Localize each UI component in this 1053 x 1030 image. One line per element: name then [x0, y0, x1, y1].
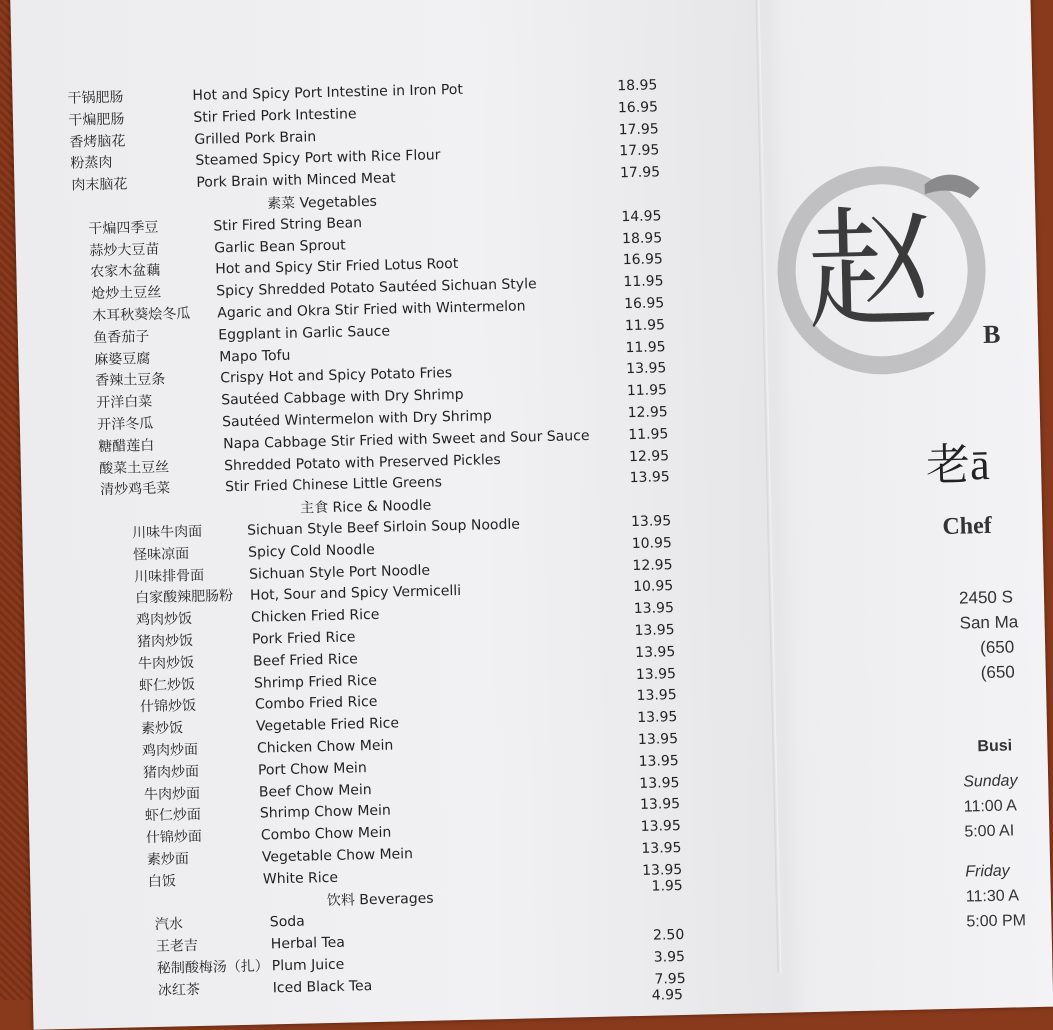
item-chinese-name: 干煸四季豆: [88, 217, 158, 239]
item-price: 13.95: [616, 685, 676, 706]
section-heading: 饮料 Beverages: [327, 887, 434, 909]
menu-paper: [10, 0, 1053, 1030]
item-english-name: Chicken Fried Rice: [251, 605, 380, 628]
item-english-name: Grilled Pork Brain: [194, 127, 316, 150]
item-price: 10.95: [612, 533, 672, 554]
item-english-name: Port Chow Mein: [258, 758, 367, 780]
section-heading: 主食 Rice & Noodle: [300, 495, 432, 518]
item-english-name: Agaric and Okra Stir Fried with Wintermelon: [217, 296, 526, 323]
item-price: 12.95: [609, 446, 669, 467]
item-chinese-name: 什锦炒面: [146, 827, 202, 848]
phone-1: (650: [980, 637, 1014, 658]
item-chinese-name: 鸡肉炒饭: [136, 609, 192, 630]
item-chinese-name: 牛肉炒饭: [138, 653, 194, 674]
item-english-name: Garlic Bean Sprout: [214, 235, 346, 258]
item-price: 10.95: [613, 577, 673, 598]
item-chinese-name: 冰红茶: [158, 980, 200, 1001]
item-price: 12.95: [607, 402, 667, 423]
item-price: 17.95: [598, 119, 658, 140]
item-price: 13.95: [621, 838, 681, 859]
item-english-name: Eggplant in Garlic Sauce: [218, 321, 390, 345]
item-price: 18.95: [602, 228, 662, 249]
item-price: 13.95: [614, 598, 674, 619]
item-chinese-name: 糖醋莲白: [98, 436, 154, 457]
item-price: 13.95: [620, 794, 680, 815]
item-price: 11.95: [603, 271, 663, 292]
item-chinese-name: 王老吉: [156, 936, 198, 957]
item-english-name: Shredded Potato with Preserved Pickles: [224, 450, 501, 476]
item-english-name: Steamed Spicy Port with Rice Flour: [195, 146, 441, 172]
item-english-name: Iced Black Tea: [273, 976, 373, 998]
item-english-name: Combo Chow Mein: [261, 823, 392, 846]
item-english-name: Hot and Spicy Stir Fried Lotus Root: [215, 254, 458, 280]
item-chinese-name: 白家酸辣肥肠粉: [135, 586, 233, 608]
item-chinese-name: 香辣土豆条: [95, 370, 165, 392]
item-price: 14.95: [601, 206, 661, 227]
item-chinese-name: 秘制酸梅汤（扎）: [157, 956, 269, 979]
item-english-name: Napa Cabbage Stir Fried with Sweet and Sour Sauce: [223, 426, 590, 454]
item-english-name: Stir Fired String Bean: [213, 213, 362, 236]
item-price: 11.95: [605, 315, 665, 336]
item-chinese-name: 猪肉炒饭: [137, 631, 193, 652]
item-english-name: Crispy Hot and Spicy Potato Fries: [220, 363, 452, 388]
item-english-name: Hot and Spicy Port Intestine in Iron Pot: [192, 80, 463, 106]
item-english-name: Chicken Chow Mein: [257, 736, 394, 759]
chef-title: Chef: [942, 513, 992, 541]
item-price: 2.50: [624, 925, 684, 946]
item-price: 13.95: [619, 751, 679, 772]
item-english-name: Spicy Cold Noodle: [248, 540, 375, 563]
sunday-hours-1: 11:00 A: [964, 797, 1017, 816]
item-chinese-name: 炝炒土豆丝: [91, 283, 161, 305]
item-price: 13.95: [610, 468, 670, 489]
item-english-name: Mapo Tofu: [219, 345, 291, 367]
item-price: 3.95: [625, 947, 685, 968]
item-price: 7.95: [625, 969, 685, 990]
item-price: 11.95: [608, 424, 668, 445]
item-price: 13.95: [619, 773, 679, 794]
item-chinese-name: 开洋冬瓜: [97, 414, 153, 435]
item-chinese-name: 川味牛肉面: [132, 522, 202, 544]
item-chinese-name: 川味排骨面: [134, 565, 204, 587]
item-english-name: Sautéed Wintermelon with Dry Shrimp: [222, 406, 492, 432]
white-rice-price: 1.95: [623, 876, 683, 897]
item-chinese-name: 干锅肥肠: [67, 87, 123, 108]
item-chinese-name: 什锦炒饭: [140, 696, 196, 717]
address-line-1: 2450 S: [959, 587, 1013, 608]
item-english-name: Sautéed Cabbage with Dry Shrimp: [221, 385, 464, 410]
item-english-name: Shrimp Fried Rice: [254, 670, 377, 693]
item-chinese-name: 农家木盆藕: [90, 261, 160, 283]
item-price: 11.95: [605, 337, 665, 358]
business-hours-title: Busi: [977, 737, 1012, 756]
item-price: 13.95: [617, 707, 677, 728]
sunday-hours-2: 5:00 AI: [964, 822, 1014, 841]
item-chinese-name: 木耳秋葵烩冬瓜: [92, 304, 190, 326]
item-price: 13.95: [621, 816, 681, 837]
item-chinese-name: 怪味凉面: [133, 544, 189, 565]
logo-glyph: 赵: [805, 193, 938, 348]
friday-hours-1: 11:30 A: [966, 887, 1019, 906]
friday-label: Friday: [965, 863, 1010, 882]
item-price: 18.95: [597, 75, 657, 96]
item-price: 13.95: [622, 860, 682, 881]
item-english-name: Combo Fried Rice: [255, 692, 378, 715]
phone-2: (650: [981, 662, 1015, 683]
item-chinese-name: 开洋白菜: [96, 392, 152, 413]
item-chinese-name: 白饭: [148, 871, 176, 892]
item-english-name: White Rice: [263, 868, 339, 890]
item-english-name: Herbal Tea: [271, 933, 346, 955]
item-english-name: Vegetable Fried Rice: [256, 714, 399, 737]
item-chinese-name: 粉蒸肉: [70, 153, 112, 174]
item-english-name: Beef Chow Mein: [259, 780, 372, 803]
section-heading: 素菜 Vegetables: [267, 191, 377, 213]
logo-letter: B: [983, 320, 1001, 349]
item-english-name: Shrimp Chow Mein: [260, 801, 391, 824]
item-price: 16.95: [598, 97, 658, 118]
item-english-name: Beef Fried Rice: [253, 649, 358, 671]
friday-hours-2: 5:00 PM: [966, 912, 1026, 931]
item-chinese-name: 鱼香茄子: [93, 327, 149, 348]
item-english-name: Spicy Shredded Potato Sautéed Sichuan Style: [216, 274, 537, 301]
item-price: 13.95: [615, 642, 675, 663]
item-english-name: Plum Juice: [272, 955, 345, 977]
item-english-name: Hot, Sour and Spicy Vermicelli: [250, 581, 461, 606]
item-price: 13.95: [614, 620, 674, 641]
item-english-name: Sichuan Style Port Noodle: [249, 560, 430, 584]
item-price: [623, 903, 683, 904]
logo-circle-icon: [774, 152, 1009, 387]
item-price: 12.95: [612, 555, 672, 576]
item-chinese-name: 酸菜土豆丝: [99, 457, 169, 479]
item-english-name: Pork Fried Rice: [252, 627, 356, 649]
item-price: 13.95: [616, 664, 676, 685]
item-price: 11.95: [607, 380, 667, 401]
item-price: 13.95: [611, 511, 671, 532]
item-english-name: Stir Fried Pork Intestine: [193, 104, 357, 128]
item-chinese-name: 鸡肉炒面: [142, 740, 198, 761]
item-chinese-name: 麻婆豆腐: [94, 349, 150, 370]
item-price: 13.95: [618, 729, 678, 750]
item-price: 13.95: [606, 359, 666, 380]
item-chinese-name: 清炒鸡毛菜: [100, 479, 170, 501]
item-chinese-name: 汽水: [155, 915, 183, 936]
item-english-name: Sichuan Style Beef Sirloin Soup Noodle: [247, 515, 520, 541]
item-english-name: Pork Brain with Minced Meat: [196, 168, 396, 193]
sunday-label: Sunday: [963, 772, 1018, 791]
item-chinese-name: 素炒饭: [141, 718, 183, 739]
item-chinese-name: 虾仁炒饭: [139, 675, 195, 696]
item-chinese-name: 肉末脑花: [71, 175, 127, 196]
item-chinese-name: 猪肉炒面: [143, 762, 199, 783]
item-price: 16.95: [603, 250, 663, 271]
address-line-2: San Ma: [959, 612, 1018, 633]
item-chinese-name: 香烤脑花: [69, 131, 125, 152]
item-chinese-name: 蒜炒大豆苗: [89, 239, 159, 261]
item-chinese-name: 干煸肥肠: [68, 109, 124, 130]
last-price: 4.95: [623, 985, 683, 1006]
item-chinese-name: 素炒面: [147, 849, 189, 870]
item-price: 16.95: [604, 293, 664, 314]
item-chinese-name: 牛肉炒面: [144, 783, 200, 804]
item-english-name: Soda: [270, 912, 305, 933]
restaurant-zh-name: 老ā: [925, 428, 990, 493]
item-price: 17.95: [600, 162, 660, 183]
item-chinese-name: 虾仁炒面: [145, 805, 201, 826]
paper-fold: [755, 0, 782, 973]
item-price: 17.95: [599, 141, 659, 162]
item-english-name: Vegetable Chow Mein: [262, 844, 414, 867]
item-english-name: Stir Fried Chinese Little Greens: [225, 473, 442, 498]
